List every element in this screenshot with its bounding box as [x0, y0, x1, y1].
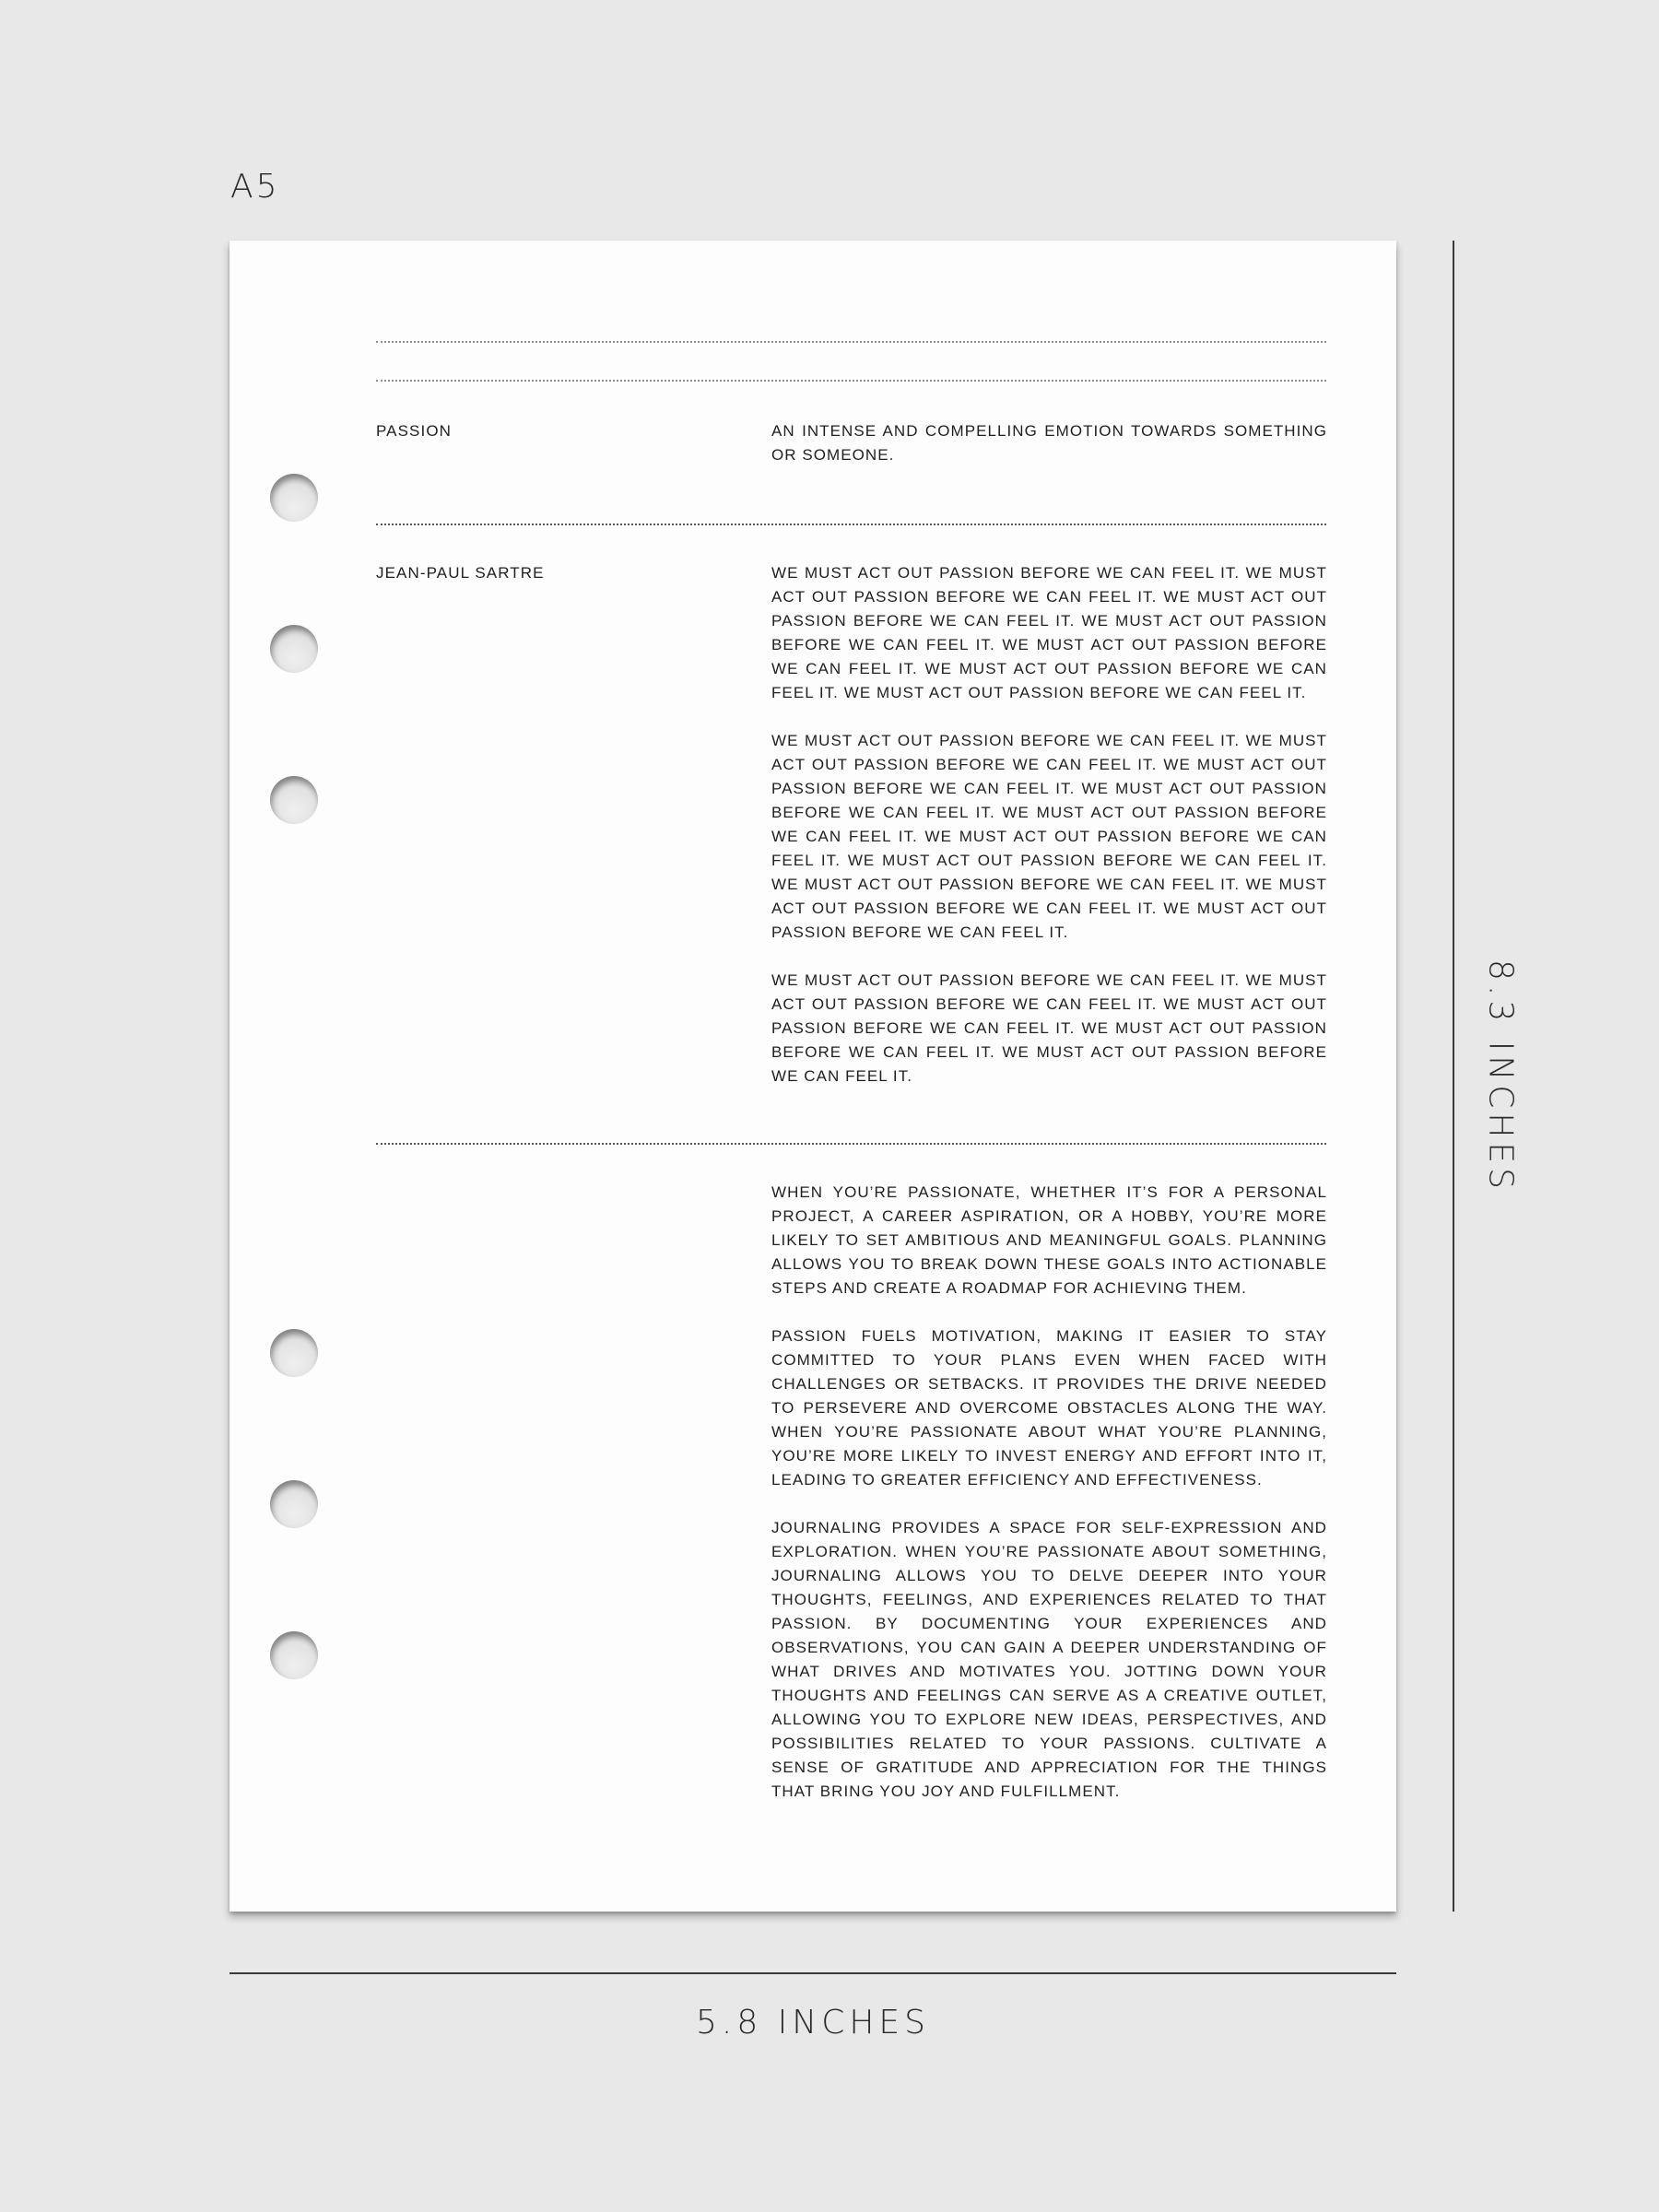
- punch-hole: [270, 474, 318, 522]
- entry-term: JEAN-PAUL SARTRE: [376, 564, 545, 582]
- height-dimension-line: [1453, 241, 1454, 1912]
- entry-paragraph: JOURNALING PROVIDES A SPACE FOR SELF-EXPRESSION AND EXPLORATION. WHEN YOU’RE PASSIONATE ABOUT SOMETHING, JOURNALING ALLOWS YOU TO DELVE DEEPER INTO YOUR THOUGHTS, FEELINGS, AND EXPERIENCES RELATED TO THAT PASSION. BY DOCUMENTING YOUR EXPERIENCES AND OBSERVATIONS, YOU CAN GAIN A DEEPER UNDERSTANDING OF WHAT DRIVES AND MOTIVATES YOU. JOTTING DOWN YOUR THOUGHTS AND FEELINGS CAN SERVE AS A CREATIVE OUTLET, ALLOWING YOU TO EXPLORE NEW IDEAS, PERSPECTIVES, AND POSSIBILITIES RELATED TO YOUR PASSIONS. CULTIVATE A SENSE OF GRATITUDE AND APPRECIATION FOR THE THINGS THAT BRING YOU JOY AND FULFILLMENT.: [771, 1519, 1327, 1800]
- entry-paragraph: WHEN YOU’RE PASSIONATE, WHETHER IT’S FOR A PERSONAL PROJECT, A CAREER ASPIRATION, OR A HOBBY, YOU’RE MORE LIKELY TO SET AMBITIOUS AND MEANINGFUL GOALS. PLANNING ALLOWS YOU TO BREAK DOWN THESE GOALS INTO ACTIONABLE STEPS AND CREATE A ROADMAP FOR ACHIEVING THEM.: [771, 1183, 1327, 1297]
- entry-term: PASSION: [376, 422, 453, 440]
- dotted-writing-line: [376, 341, 1326, 343]
- section-divider: [376, 1143, 1326, 1145]
- entry-paragraph: WE MUST ACT OUT PASSION BEFORE WE CAN FEEL IT. WE MUST ACT OUT PASSION BEFORE WE CAN FEEL IT. WE MUST ACT OUT PASSION BEFORE WE CAN FEEL IT. WE MUST ACT OUT PASSION BEFORE WE CAN FEEL IT. WE MUST ACT OUT PASSION BEFORE WE CAN FEEL IT. WE MUST ACT OUT PASSION BEFORE WE CAN FEEL IT. WE MUST ACT OUT PASSION BEFORE WE CAN FEEL IT. WE MUST ACT OUT PASSION BEFORE WE CAN FEEL IT. WE MUST ACT OUT PASSION BEFORE WE CAN FEEL IT. WE MUST ACT OUT PASSION BEFORE WE CAN FEEL IT.: [771, 732, 1327, 941]
- entry-notes-block: [771, 1181, 1327, 1828]
- punch-hole: [270, 1631, 318, 1679]
- entry-quote-block: [771, 561, 1327, 1112]
- entry-paragraph: PASSION FUELS MOTIVATION, MAKING IT EASIER TO STAY COMMITTED TO YOUR PLANS EVEN WHEN FACED WITH CHALLENGES OR SETBACKS. IT PROVIDES THE DRIVE NEEDED TO PERSEVERE AND OVERCOME OBSTACLES ALONG THE WAY. WHEN YOU’RE PASSIONATE ABOUT WHAT YOU’RE PLANNING, YOU’RE MORE LIKELY TO INVEST ENERGY AND EFFORT INTO IT, LEADING TO GREATER EFFICIENCY AND EFFECTIVENESS.: [771, 1327, 1327, 1488]
- punch-hole: [270, 1329, 318, 1377]
- paper-size-label: A5: [230, 168, 280, 206]
- width-dimension-line: [229, 1972, 1396, 1974]
- dotted-writing-line: [376, 380, 1326, 382]
- punch-hole: [270, 776, 318, 824]
- punch-hole: [270, 625, 318, 673]
- punch-hole: [270, 1480, 318, 1528]
- entry-paragraph: WE MUST ACT OUT PASSION BEFORE WE CAN FEEL IT. WE MUST ACT OUT PASSION BEFORE WE CAN FEEL IT. WE MUST ACT OUT PASSION BEFORE WE CAN FEEL IT. WE MUST ACT OUT PASSION BEFORE WE CAN FEEL IT. WE MUST ACT OUT PASSION BEFORE WE CAN FEEL IT.: [771, 971, 1327, 1085]
- entry-paragraph: WE MUST ACT OUT PASSION BEFORE WE CAN FEEL IT. WE MUST ACT OUT PASSION BEFORE WE CAN FEEL IT. WE MUST ACT OUT PASSION BEFORE WE CAN FEEL IT. WE MUST ACT OUT PASSION BEFORE WE CAN FEEL IT. WE MUST ACT OUT PASSION BEFORE WE CAN FEEL IT. WE MUST ACT OUT PASSION BEFORE WE CAN FEEL IT. WE MUST ACT OUT PASSION BEFORE WE CAN FEEL IT.: [771, 564, 1327, 701]
- planner-insert-page: [229, 241, 1396, 1912]
- entry-definition: [771, 419, 1327, 491]
- entry-paragraph: AN INTENSE AND COMPELLING EMOTION TOWARDS SOMETHING OR SOMEONE.: [771, 422, 1327, 464]
- section-divider: [376, 524, 1326, 525]
- width-dimension-label: 5.8 INCHES: [695, 2004, 931, 2041]
- height-dimension-label: 8.3 INCHES: [1481, 959, 1520, 1194]
